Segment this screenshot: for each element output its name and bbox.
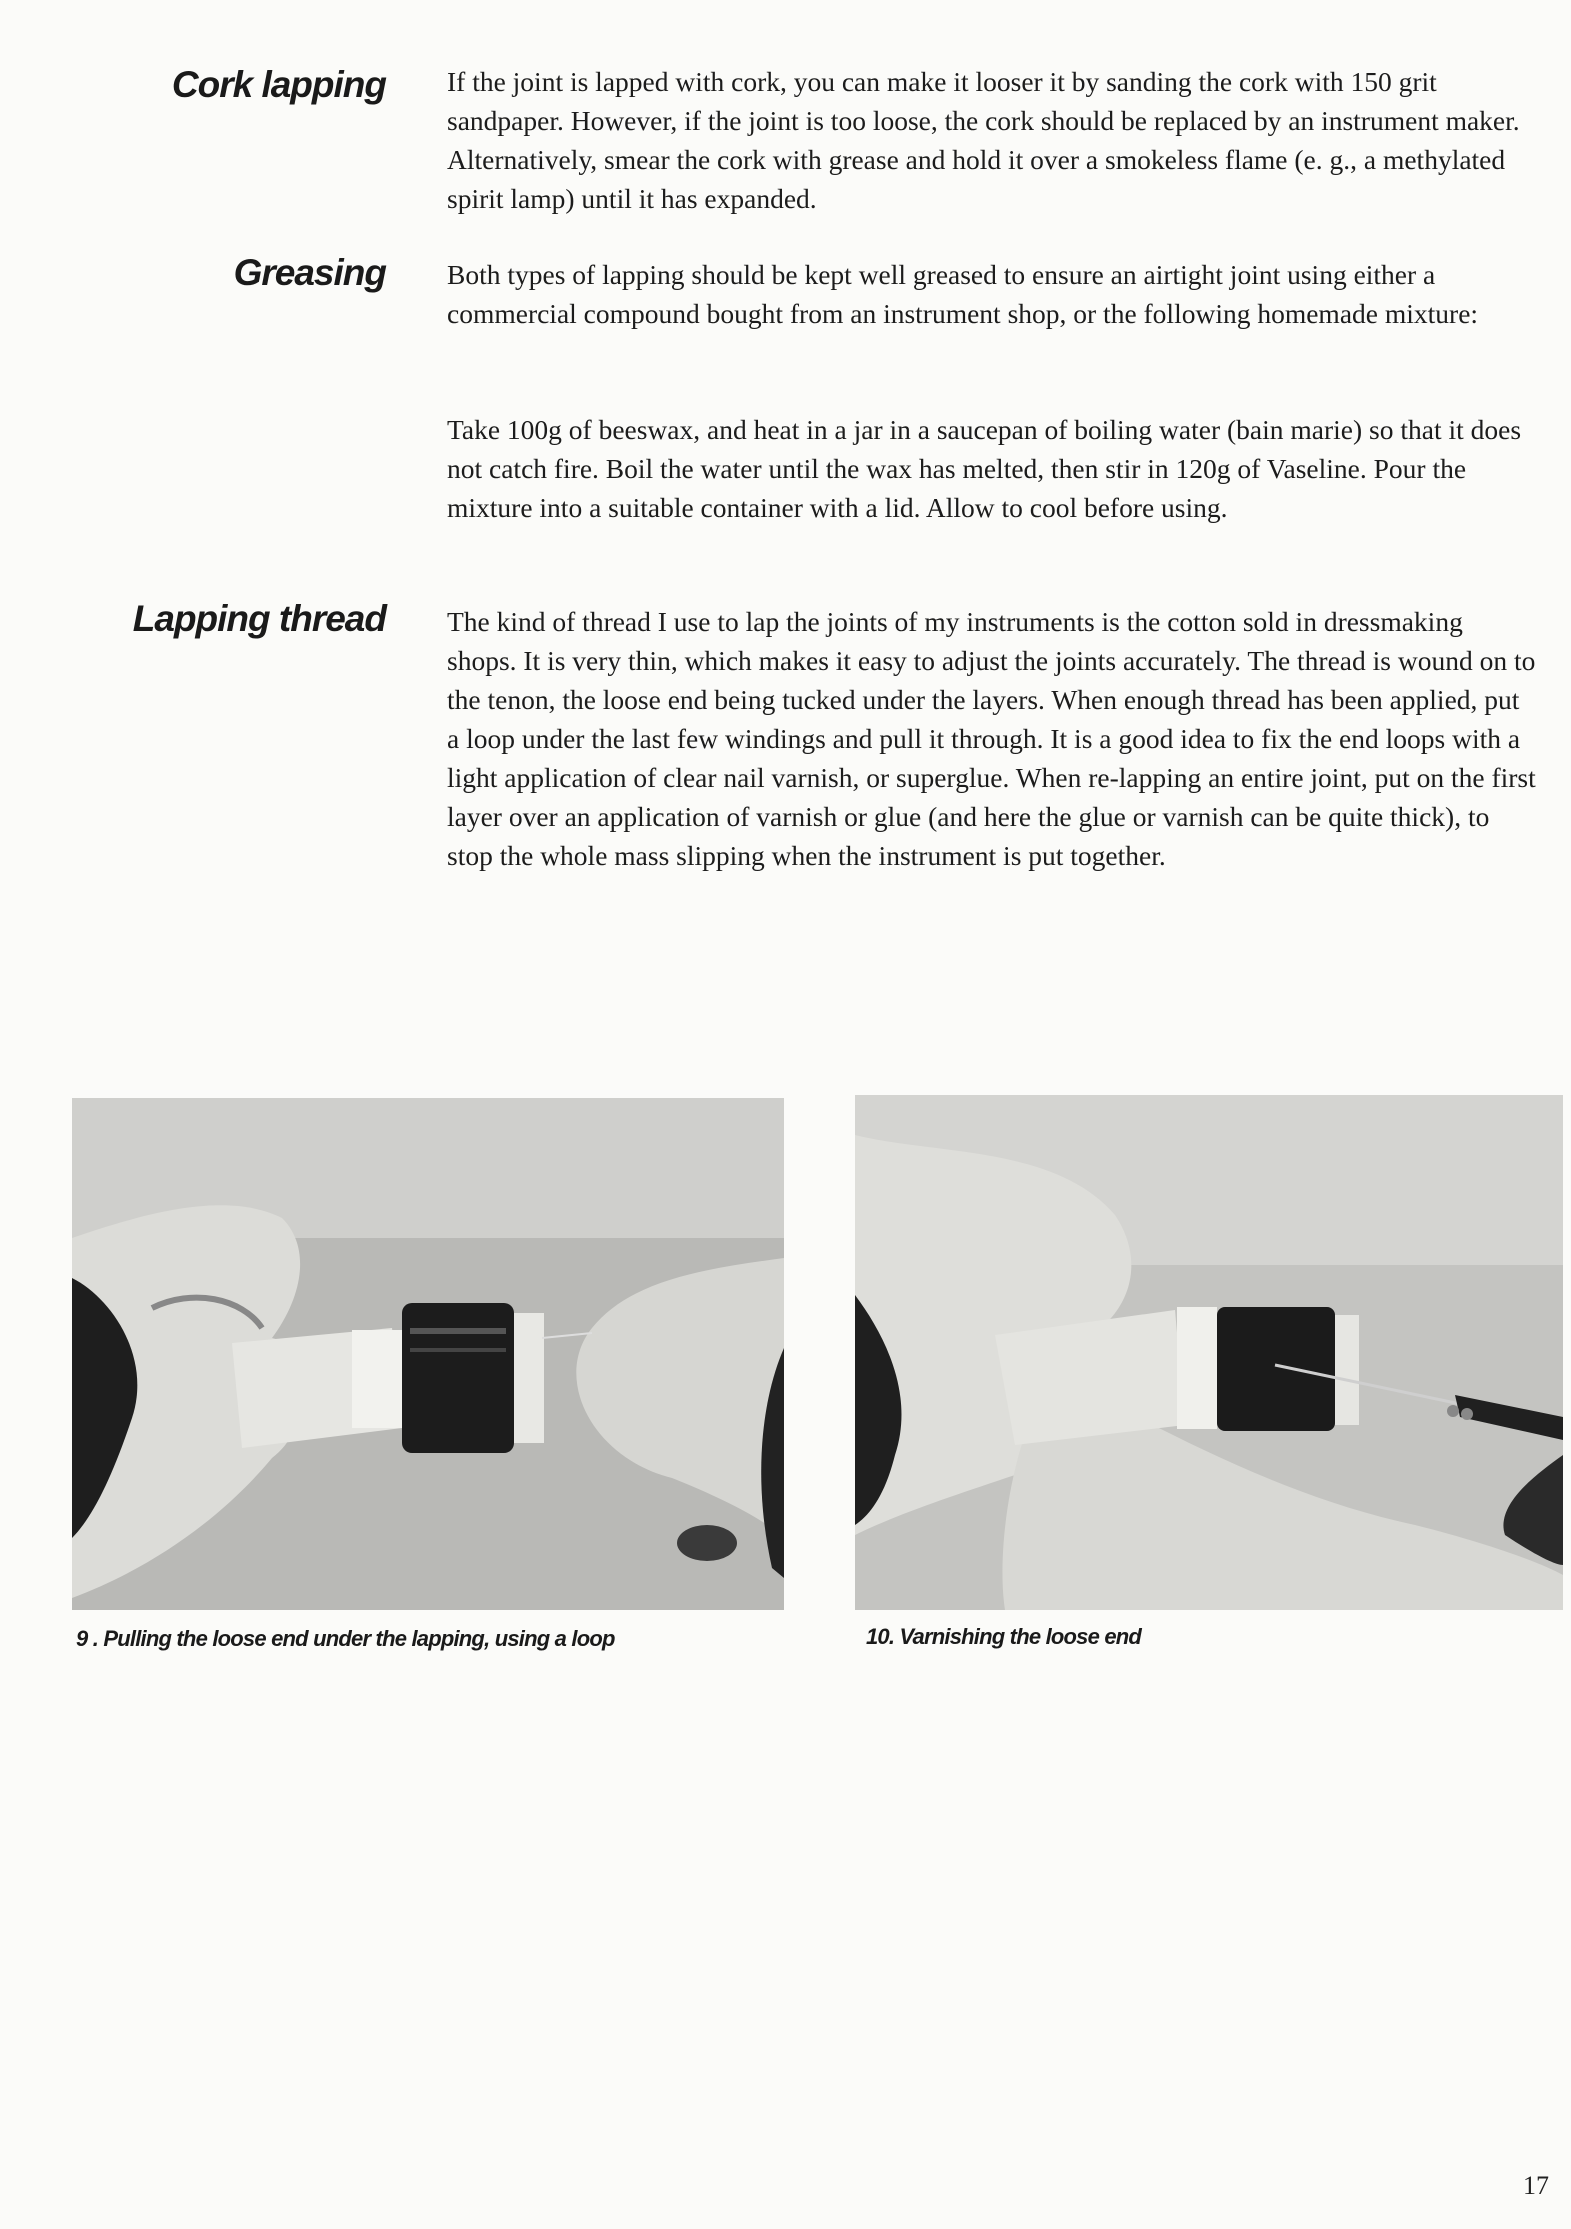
heading-lapping-thread: Lapping thread bbox=[132, 598, 386, 639]
heading-cork-lapping: Cork lapping bbox=[171, 64, 386, 105]
paragraph-lapping-thread: The kind of thread I use to lap the joints of my instruments is the cotton sold in dressmaking shops. It is very thin, which makes it easy to adjust the joints accurately. The thread is wound on to the tenon, the loose end being tucked under the layers. When enough thread has been applied, put a loop under the last few windings and pull it through. It is a good idea to fix the end loops with a light application of clear nail varnish, or superglue. When re-lapping an entire joint, put on the first layer over an application of varnish or glue (and here the glue or varnish can be quite thick), to stop the whole mass slipping when the instrument is put together. bbox=[447, 606, 1536, 871]
paragraph-greasing-recipe: Take 100g of beeswax, and heat in a jar in a saucepan of boiling water (bain marie) so that it does not catch fire. Boil the water until the wax has melted, then stir in 120g of Vaseline. Pour the mixture into a suitable container with a lid. Allow to cool before using. bbox=[447, 414, 1522, 523]
heading-greasing: Greasing bbox=[233, 252, 386, 293]
caption-figure-9: 9 . Pulling the loose end under the lapping, using a loop bbox=[76, 1626, 615, 1651]
photo-varnishing-loose-end bbox=[855, 1095, 1563, 1610]
page-number: 17 bbox=[1523, 2171, 1549, 2200]
paragraph-greasing: Both types of lapping should be kept well greased to ensure an airtight joint using either a commercial compound bought from an instrument shop, or the following homemade mixture: bbox=[447, 259, 1479, 329]
caption-figure-10: 10. Varnishing the loose end bbox=[866, 1624, 1142, 1649]
photo-pulling-loose-end bbox=[72, 1098, 784, 1610]
paragraph-cork-lapping: If the joint is lapped with cork, you can make it looser it by sanding the cork with 150 grit sandpaper. However, if the joint is too loose, the cork should be replaced by an instrument maker. Alternatively, smear the cork with grease and hold it over a smokeless flame (e. g., a methylated spirit lamp) until it has expanded. bbox=[447, 66, 1520, 214]
